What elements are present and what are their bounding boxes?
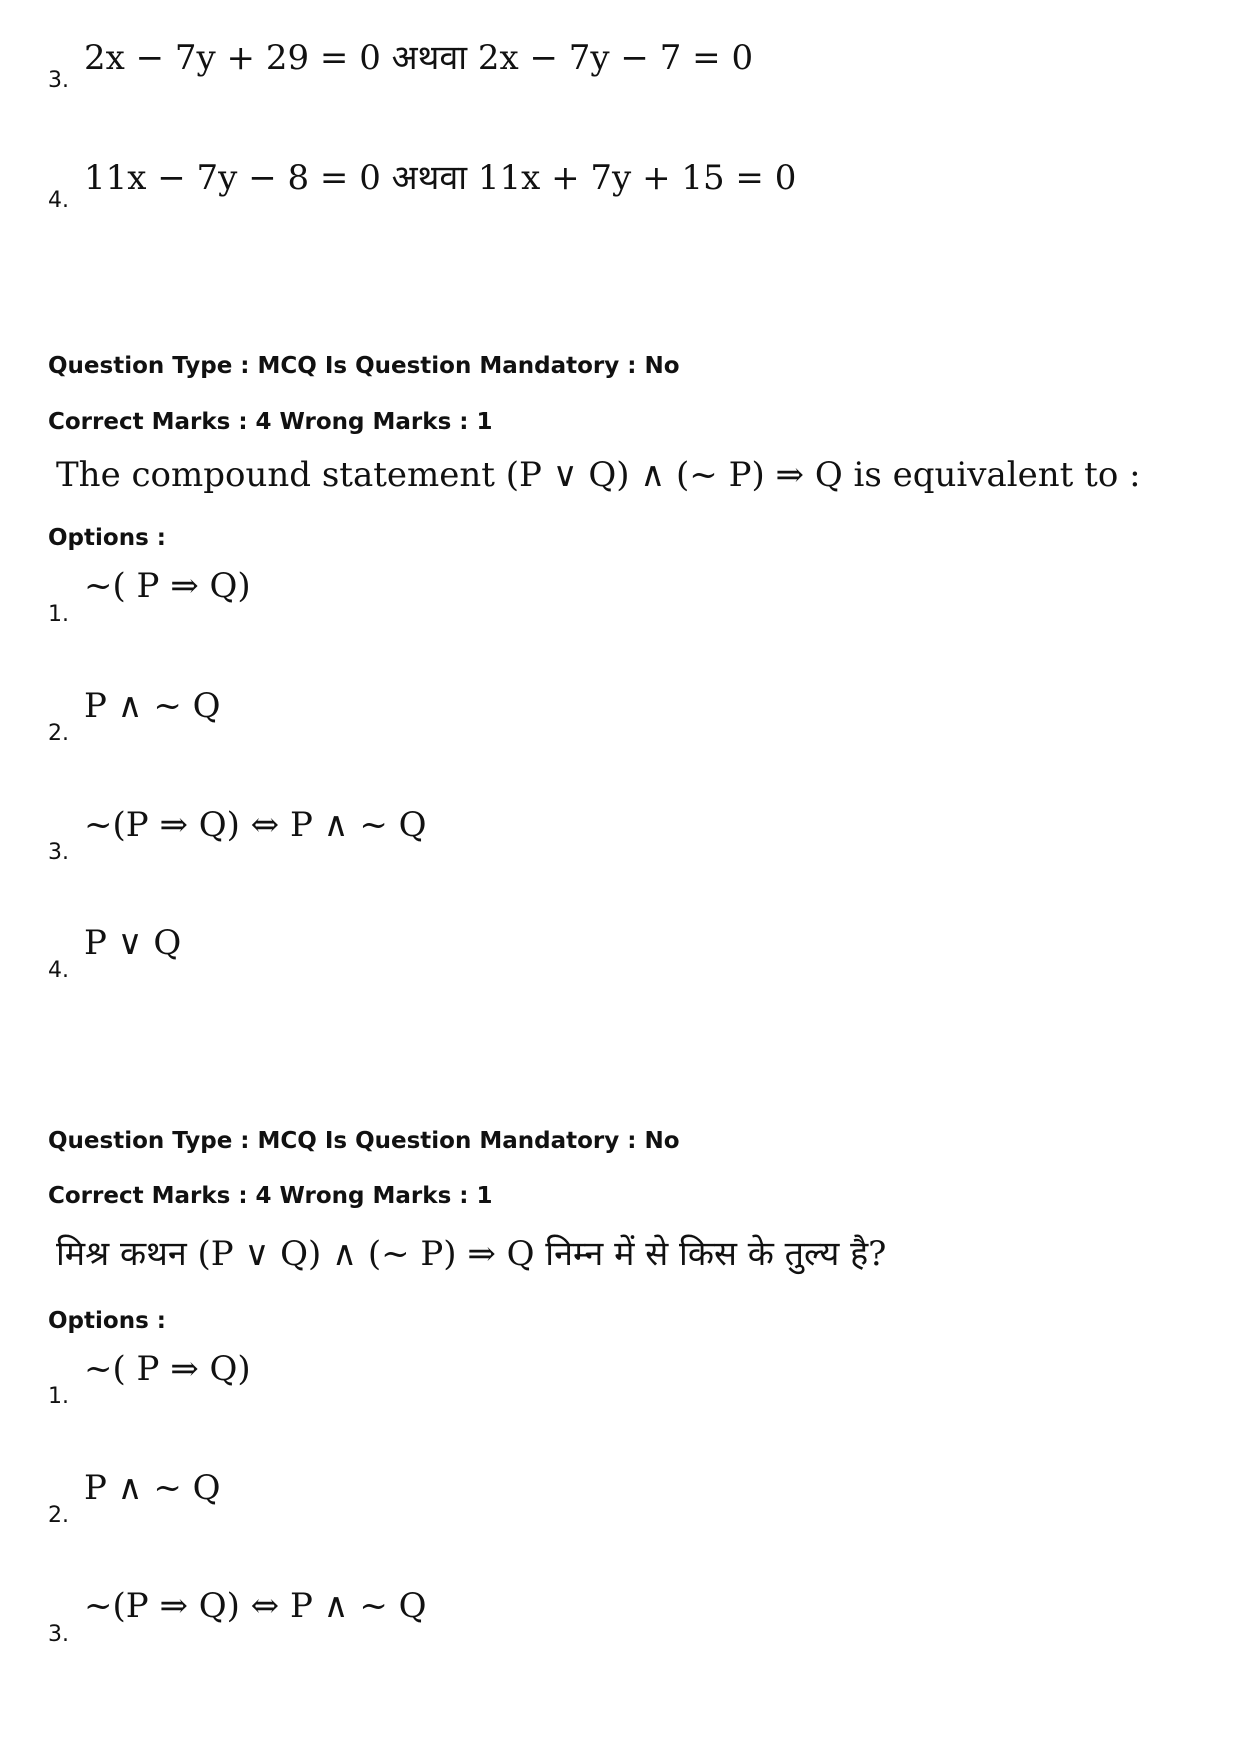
question-text: The compound statement (P ∨ Q) ∧ (~ P) ⇒ Q is equivalent to : <box>56 455 1141 495</box>
question-type-line: Question Type : MCQ Is Question Mandatory : No <box>48 1128 680 1154</box>
options-label: Options : <box>48 525 166 551</box>
option-text: P ∧ ~ Q <box>84 1468 221 1508</box>
option-text: ~(P ⇒ Q) ⇔ P ∧ ~ Q <box>84 1586 427 1626</box>
option-number: 3. <box>48 1622 69 1647</box>
question-text: मिश्र कथन (P ∨ Q) ∧ (~ P) ⇒ Q निम्न में से किस के तुल्य है? <box>56 1234 887 1274</box>
option-number: 2. <box>48 721 69 746</box>
option-number: 4. <box>48 958 69 983</box>
option-number: 1. <box>48 1384 69 1409</box>
option-number: 4. <box>48 188 69 213</box>
option-number: 3. <box>48 68 69 93</box>
option-text: P ∨ Q <box>84 923 182 963</box>
option-text: 2x − 7y + 29 = 0 अथवा 2x − 7y − 7 = 0 <box>84 38 754 78</box>
option-text: P ∧ ~ Q <box>84 686 221 726</box>
option-number: 2. <box>48 1503 69 1528</box>
option-text: ~(P ⇒ Q) ⇔ P ∧ ~ Q <box>84 805 427 845</box>
option-text: ~( P ⇒ Q) <box>84 566 251 606</box>
options-label: Options : <box>48 1308 166 1334</box>
option-number: 1. <box>48 602 69 627</box>
question-type-line: Question Type : MCQ Is Question Mandatory : No <box>48 353 680 379</box>
option-text: 11x − 7y − 8 = 0 अथवा 11x + 7y + 15 = 0 <box>84 158 797 198</box>
option-number: 3. <box>48 840 69 865</box>
option-text: ~( P ⇒ Q) <box>84 1349 251 1389</box>
marks-line: Correct Marks : 4 Wrong Marks : 1 <box>48 409 493 435</box>
marks-line: Correct Marks : 4 Wrong Marks : 1 <box>48 1183 493 1209</box>
